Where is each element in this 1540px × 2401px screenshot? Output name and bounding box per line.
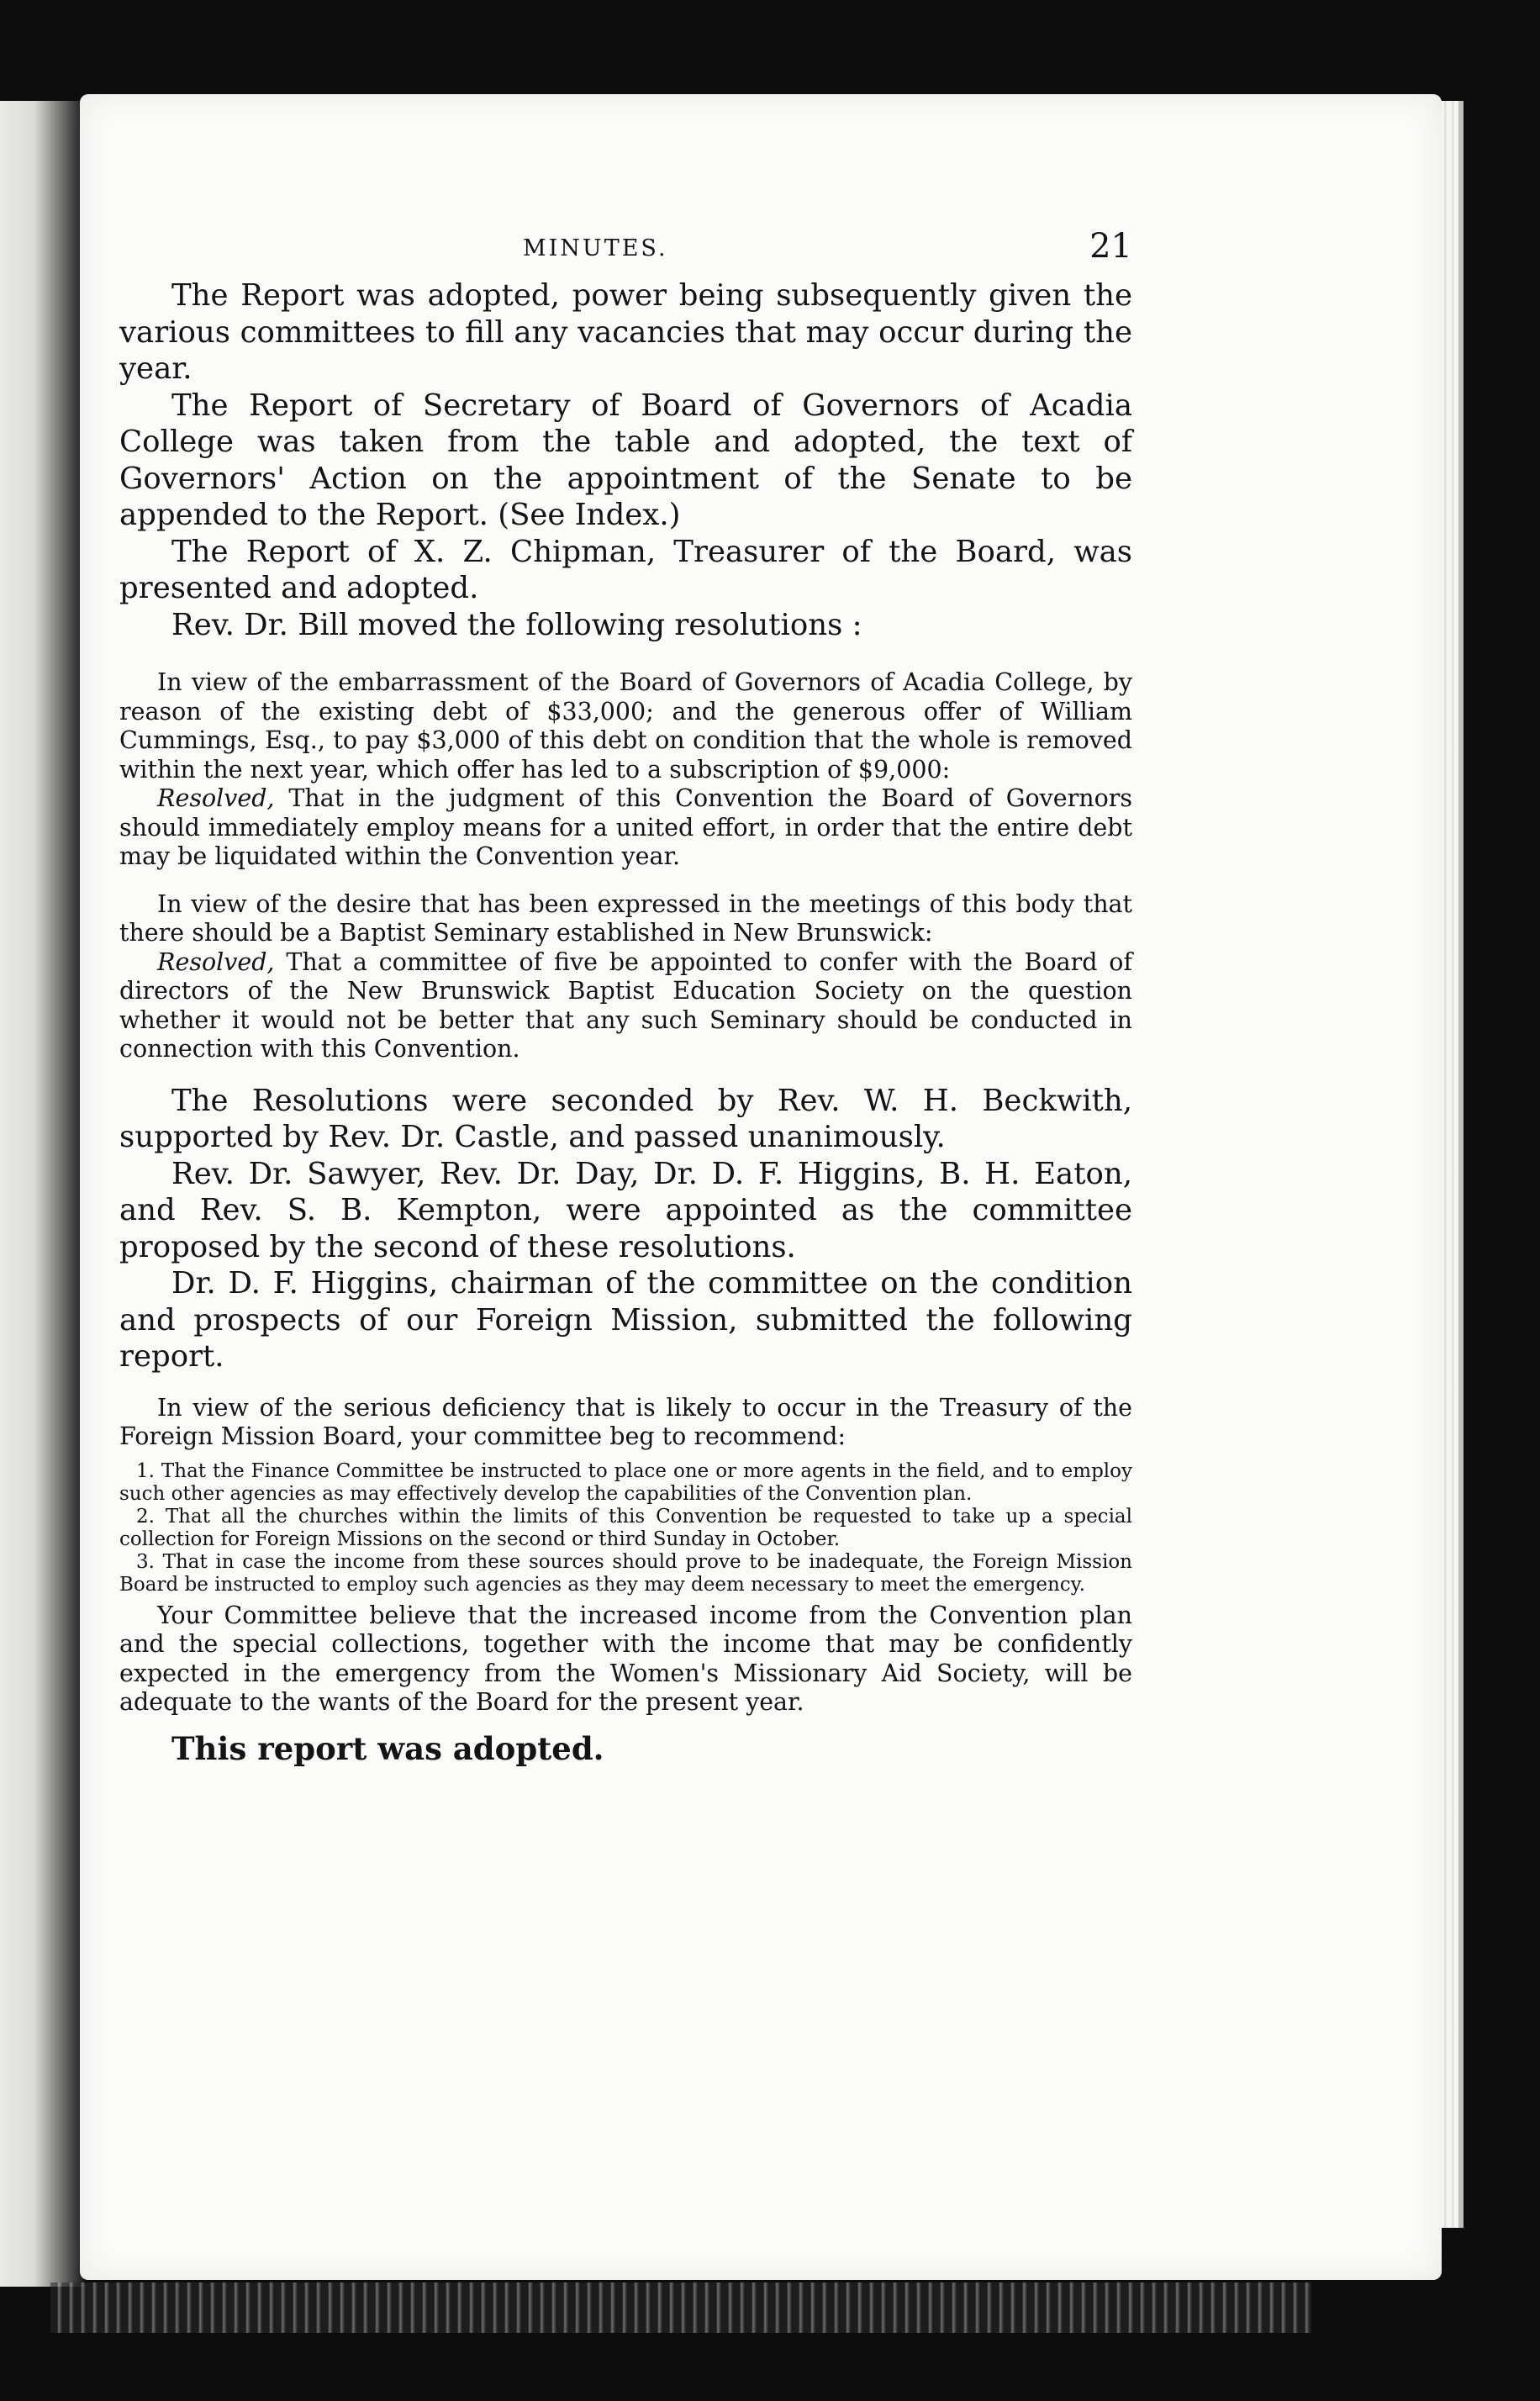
- report-intro: In view of the serious deficiency that is likely to occur in the Treasury of the Foreign Mission Board, your committee beg to recommend:: [119, 1393, 1132, 1450]
- paragraph-report-adopted: The Report was adopted, power being subsequently given the various committees to fill any vacancies that may occur during the year.: [119, 278, 1132, 386]
- resolution-2: [119, 948, 1132, 1064]
- resolution-1: [119, 784, 1132, 872]
- report-item-2: 2. That all the churches within the limits of this Convention be requested to take up a special collection for Foreign Missions on the second or third Sunday in October.: [119, 1505, 1132, 1550]
- resolution-2-preamble: In view of the desire that has been expressed in the meetings of this body that there should be a Baptist Seminary established in New Brunswick:: [119, 889, 1132, 947]
- report-item-3: 3. That in case the income from these sources should prove to be inadequate, the Foreign Mission Board be instructed to employ such agencies as they may deem necessary to meet the emergency.: [119, 1550, 1132, 1596]
- resolution-1-preamble: In view of the embarrassment of the Board of Governors of Acadia College, by reason of the existing debt of $33,000; and the generous offer of William Cummings, Esq., to pay $3,000 of this debt on condition that the whole is removed within the next year, which offer has led to a subscription of $9,000:: [119, 668, 1132, 784]
- paragraph-higgins-report: Dr. D. F. Higgins, chairman of the committee on the condition and prospects of our Foreign Mission, submitted the following report.: [119, 1266, 1132, 1374]
- resolution-2-text: That a committee of five be appointed to confer with the Board of directors of the New Brunswick Baptist Education Society on the question whether it would not be better that any such Seminary should be conducted in connection with this Convention.: [119, 947, 1132, 1063]
- paragraph-committee-appointed: Rev. Dr. Sawyer, Rev. Dr. Day, Dr. D. F. Higgins, B. H. Eaton, and Rev. S. B. Kempton, were appointed as the committee proposed by the second of these resolutions.: [119, 1156, 1132, 1264]
- resolution-1-text: That in the judgment of this Convention the Board of Governors should immediately employ means for a united effort, in order that the entire debt may be liquidated within the Convention year.: [119, 784, 1132, 870]
- page-number: 21: [1089, 227, 1132, 266]
- resolved-label: Resolved,: [157, 947, 275, 976]
- running-head: [119, 227, 1132, 277]
- facing-page-edge: [0, 101, 84, 2287]
- running-title: MINUTES.: [523, 235, 668, 261]
- report-item-1: 1. That the Finance Committee be instructed to place one or more agents in the field, and to employ such other agencies as may effectively develop the capabilities of the Convention plan.: [119, 1459, 1132, 1505]
- paragraph-bill-moved: Rev. Dr. Bill moved the following resolutions :: [171, 607, 862, 642]
- paragraph-treasurer-report: The Report of X. Z. Chipman, Treasurer of the Board, was presented and adopted.: [119, 534, 1132, 605]
- resolved-label: Resolved,: [157, 784, 275, 812]
- page-content: [119, 227, 1132, 1768]
- paragraph-seconded: The Resolutions were seconded by Rev. W. H. Beckwith, supported by Rev. Dr. Castle, and passed unanimously.: [119, 1083, 1132, 1154]
- closing-line: This report was adopted.: [171, 1729, 604, 1767]
- report-conclusion: Your Committee believe that the increased income from the Convention plan and the special collections, together with the income that may be confidently expected in the emergency from the Women's Missionary Aid Society, will be adequate to the wants of the Board for the present year.: [119, 1601, 1132, 1716]
- paragraph-secretary-report: The Report of Secretary of Board of Governors of Acadia College was taken from the table and adopted, the text of Governors' Action on the appointment of the Senate to be appended to the Report. (See Index.): [119, 388, 1132, 532]
- binding-strip: [50, 2282, 1311, 2333]
